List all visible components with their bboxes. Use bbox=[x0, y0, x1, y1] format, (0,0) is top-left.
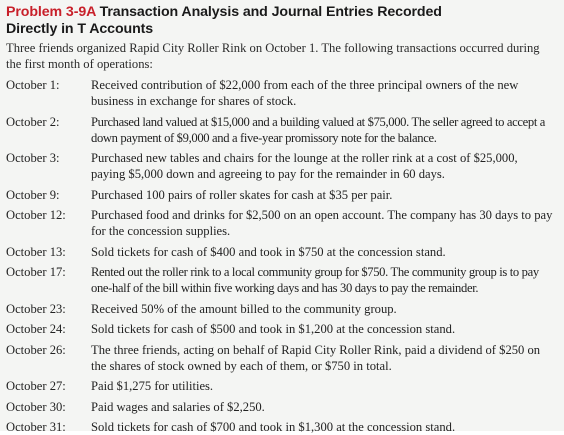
transaction-date: October 24: bbox=[6, 322, 66, 336]
transaction-text: Sold tickets for cash of $700 and took in $1,300 at the concession stand. bbox=[91, 420, 456, 434]
transaction-list bbox=[6, 77, 558, 435]
problem-title-line2: Directly in T Accounts bbox=[6, 21, 154, 37]
transaction-text: Paid wages and salaries of $2,250. bbox=[91, 399, 265, 414]
transaction-text: Received contribution of $22,000 from each of the three principal owners of the new business in exchange for shares of stock. bbox=[91, 78, 519, 108]
transaction-date: October 17: bbox=[6, 265, 66, 279]
transaction-row bbox=[6, 301, 558, 317]
transaction-row bbox=[6, 114, 558, 146]
problem-heading bbox=[6, 4, 558, 38]
transaction-row bbox=[6, 207, 558, 239]
transaction-text: Purchased new tables and chairs for the lounge at the roller rink at a cost of $25,000, paying $5,000 down and agreeing to pay for the remainder in 60 days. bbox=[91, 151, 518, 181]
transaction-date: October 13: bbox=[6, 244, 66, 259]
transaction-text: Rented out the roller rink to a local community group for $750. The community group is to pay one-half of the bill within five working days and has 30 days to pay the remainder. bbox=[91, 265, 539, 295]
transaction-date: October 9: bbox=[6, 187, 60, 202]
transaction-row bbox=[6, 399, 558, 415]
transaction-text: Received 50% of the amount billed to the community group. bbox=[91, 301, 397, 316]
transaction-row bbox=[6, 187, 558, 203]
transaction-date: October 26: bbox=[6, 342, 66, 357]
transaction-row bbox=[6, 77, 558, 109]
transaction-row bbox=[6, 244, 558, 260]
transaction-date: October 2: bbox=[6, 114, 60, 129]
problem-title-line1: Transaction Analysis and Journal Entries Recorded bbox=[99, 4, 442, 20]
transaction-date: October 27: bbox=[6, 379, 66, 393]
transaction-date: October 3: bbox=[6, 151, 60, 165]
transaction-date: October 12: bbox=[6, 208, 66, 222]
transaction-text: Sold tickets for cash of $400 and took in $750 at the concession stand. bbox=[91, 244, 446, 259]
transaction-text: Sold tickets for cash of $500 and took in $1,200 at the concession stand. bbox=[91, 322, 456, 336]
transaction-row bbox=[6, 264, 558, 296]
transaction-text: Purchased food and drinks for $2,500 on an open account. The company has 30 days to pay for the concession supplies. bbox=[91, 208, 553, 238]
transaction-date: October 23: bbox=[6, 301, 66, 316]
transaction-text: Purchased 100 pairs of roller skates for cash at $35 per pair. bbox=[91, 187, 393, 202]
problem-intro: Three friends organized Rapid City Roller Rink on October 1. The following transactions occurred during the first month of operations: bbox=[6, 41, 540, 71]
transaction-date: October 30: bbox=[6, 399, 66, 414]
transaction-row bbox=[6, 378, 558, 394]
transaction-text: The three friends, acting on behalf of Rapid City Roller Rink, paid a dividend of $250 on the shares of stock owned by each of them, or $750 in total. bbox=[91, 342, 541, 373]
transaction-date: October 1: bbox=[6, 78, 60, 92]
transaction-text: Paid $1,275 for utilities. bbox=[91, 379, 214, 393]
transaction-row bbox=[6, 342, 558, 374]
transaction-row bbox=[6, 419, 558, 435]
problem-number: Problem 3-9A bbox=[6, 4, 96, 20]
transaction-date: October 31: bbox=[6, 420, 66, 434]
transaction-text: Purchased land valued at $15,000 and a building valued at $75,000. The seller agreed to accept a down payment of $9,000 and a five-year promissory note for the balance. bbox=[91, 114, 546, 145]
transaction-row bbox=[6, 150, 558, 182]
transaction-row bbox=[6, 321, 558, 337]
